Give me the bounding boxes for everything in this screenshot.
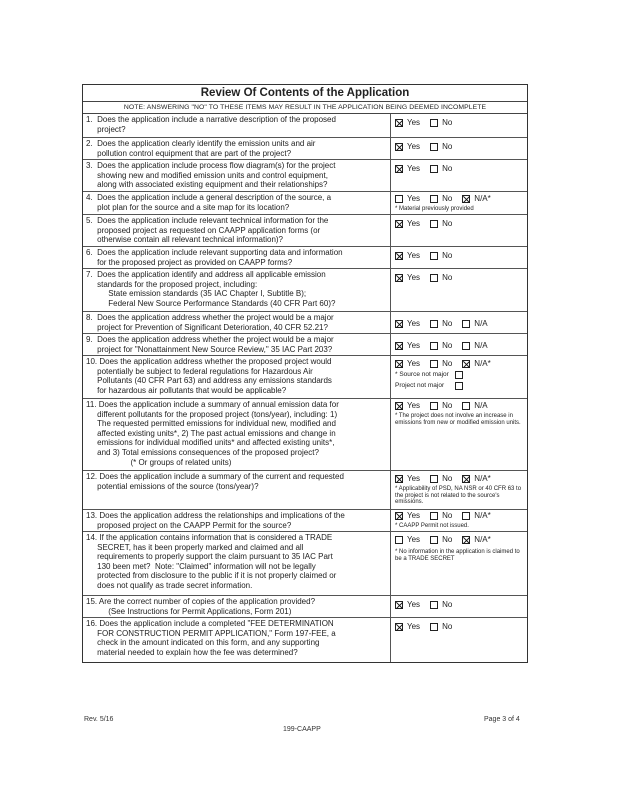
no-checkbox[interactable]: No [430, 359, 452, 369]
checked-box-icon [395, 252, 403, 260]
empty-box-icon [430, 475, 438, 483]
question-row-6 [83, 247, 527, 269]
question-row-15 [83, 596, 527, 618]
checked-box-icon [395, 601, 403, 609]
no-checkbox[interactable]: No [430, 600, 452, 610]
question-row-11 [83, 399, 527, 471]
checked-box-icon [395, 274, 403, 282]
empty-box-icon [430, 143, 438, 151]
checked-box-icon [395, 320, 403, 328]
question-text: 11. Does the application include a summary of annual emission data for different pollutants for the proposed project (tons/year), including: 1) The requested permitted emissions for individual new, modified and affected existing units*, 2) The past actual emissions and change in emissions for individual modified units* and affected existing units*, and 3) Total emissions consequences of the proposed project? (* Or groups of related units) [83, 399, 391, 470]
empty-box-icon [430, 119, 438, 127]
no-checkbox[interactable]: No [430, 319, 452, 329]
page-number: Page 3 of 4 [484, 716, 520, 723]
answer-cell [391, 510, 527, 531]
yes-checkbox[interactable]: Yes [395, 535, 420, 545]
question-text: 15. Are the correct number of copies of the application provided? (See Instructions for Permit Applications, Form 201) [83, 596, 391, 617]
no-checkbox[interactable]: No [430, 273, 452, 283]
yes-checkbox[interactable]: Yes [395, 164, 420, 174]
yes-checkbox[interactable]: Yes [395, 401, 420, 411]
empty-box-icon [430, 252, 438, 260]
no-checkbox[interactable]: No [430, 474, 452, 484]
na-checkbox[interactable]: N/A * [462, 194, 490, 204]
checked-box-icon [395, 623, 403, 631]
checked-box-icon [395, 342, 403, 350]
form-number: 199-CAAPP [283, 726, 321, 733]
question-row-2 [83, 138, 527, 160]
empty-box-icon [462, 342, 470, 350]
yes-checkbox[interactable]: Yes [395, 273, 420, 283]
empty-box-icon [430, 342, 438, 350]
checked-box-icon [462, 195, 470, 203]
answer-cell [391, 532, 527, 595]
empty-box-icon [455, 371, 463, 379]
no-checkbox[interactable]: No [430, 142, 452, 152]
yes-checkbox[interactable]: Yes [395, 600, 420, 610]
checked-box-icon [462, 536, 470, 544]
checked-box-icon [395, 119, 403, 127]
question-row-10 [83, 356, 527, 399]
empty-box-icon [430, 623, 438, 631]
question-text: 3. Does the application include process flow diagram(s) for the project showing new and modified emission units and control equipment, along with associated existing equipment and their relationships? [83, 160, 391, 191]
question-text: 12. Does the application include a summary of the current and requested potential emissions of the source (tons/year)? [83, 471, 391, 509]
yes-checkbox[interactable]: Yes [395, 251, 420, 261]
empty-box-icon [430, 512, 438, 520]
no-checkbox[interactable]: No [430, 341, 452, 351]
question-row-16 [83, 618, 527, 662]
answer-cell [391, 160, 527, 191]
question-text: 9. Does the application address whether the project would be a major project for "Nonattainment New Source Review," 35 IAC Part 203? [83, 334, 391, 355]
checked-box-icon [395, 220, 403, 228]
revision-label: Rev. 5/16 [84, 716, 114, 723]
empty-box-icon [430, 360, 438, 368]
empty-box-icon [430, 220, 438, 228]
question-row-1 [83, 114, 527, 138]
empty-box-icon [462, 320, 470, 328]
question-text: 14. If the application contains information that is considered a TRADE SECRET, has it been properly marked and claimed and all requirements to properly support the claim pursuant to 35 IAC Part 130 been met? Note: "Claimed" information will not be legally protected from disclosure to the public if it is not properly claimed or does not qualify as trade secret information. [83, 532, 391, 595]
yes-checkbox[interactable]: Yes [395, 194, 420, 204]
question-row-3 [83, 160, 527, 192]
answer-cell [391, 269, 527, 311]
answer-cell [391, 138, 527, 159]
empty-box-icon [455, 382, 463, 390]
question-text: 8. Does the application address whether the project would be a major project for Prevention of Significant Deterioration, 40 CFR 52.21? [83, 312, 391, 333]
no-checkbox[interactable]: No [430, 164, 452, 174]
answer-cell [391, 471, 527, 509]
empty-box-icon [430, 195, 438, 203]
checked-box-icon [395, 360, 403, 368]
question-row-7 [83, 269, 527, 312]
question-text: 1. Does the application include a narrative description of the proposed project? [83, 114, 391, 137]
yes-checkbox[interactable]: Yes [395, 474, 420, 484]
form-title: Review Of Contents of the Application [83, 85, 527, 102]
yes-checkbox[interactable]: Yes [395, 142, 420, 152]
no-checkbox[interactable]: No [430, 194, 452, 204]
yes-checkbox[interactable]: Yes [395, 118, 420, 128]
na-checkbox[interactable]: N/A * [462, 474, 490, 484]
answer-cell [391, 215, 527, 246]
question-text: 10. Does the application address whether the proposed project would potentially be subject to federal regulations for Hazardous Air Pollutants (40 CFR Part 63) and address any emissions standards for hazardous air pollutants that would be applicable? [83, 356, 391, 398]
question-row-5 [83, 215, 527, 247]
answer-cell [391, 114, 527, 137]
question-text: 4. Does the application include a general description of the source, a plot plan for the source and a site map for its location? [83, 192, 391, 214]
yes-checkbox[interactable]: Yes [395, 319, 420, 329]
no-checkbox[interactable]: No [430, 622, 452, 632]
no-checkbox[interactable]: No [430, 511, 452, 521]
answer-cell [391, 356, 527, 398]
yes-checkbox[interactable]: Yes [395, 511, 420, 521]
empty-box-icon [462, 512, 470, 520]
project-not-major-option[interactable]: Project not major [395, 381, 463, 391]
checked-box-icon [395, 512, 403, 520]
checked-box-icon [395, 402, 403, 410]
yes-checkbox[interactable]: Yes [395, 359, 420, 369]
checked-box-icon [462, 360, 470, 368]
yes-checkbox[interactable]: Yes [395, 341, 420, 351]
no-checkbox[interactable]: No [430, 401, 452, 411]
answer-note: * Material previously provided [395, 206, 474, 212]
empty-box-icon [395, 195, 403, 203]
answer-note: * The project does not involve an increase in emissions from new or modified emission units. [395, 413, 521, 426]
question-row-9 [83, 334, 527, 356]
answer-cell [391, 596, 527, 617]
checked-box-icon [395, 165, 403, 173]
no-checkbox[interactable]: No [430, 251, 452, 261]
no-checkbox[interactable]: No [430, 535, 452, 545]
question-text: 2. Does the application clearly identify the emission units and air pollution control equipment that are part of the project? [83, 138, 391, 159]
checked-box-icon [462, 475, 470, 483]
incomplete-warning-note: NOTE: ANSWERING "NO" TO THESE ITEMS MAY RESULT IN THE APPLICATION BEING DEEMED INCOMPLETE [83, 102, 527, 114]
question-row-4 [83, 192, 527, 215]
answer-note: * CAAPP Permit not issued. [395, 523, 469, 529]
na-checkbox[interactable]: N/A [462, 401, 487, 411]
empty-box-icon [430, 320, 438, 328]
checked-box-icon [395, 143, 403, 151]
question-text: 5. Does the application include relevant technical information for the proposed project as requested on CAAPP application forms (or otherwise contain all relevant technical information)? [83, 215, 391, 246]
empty-box-icon [462, 402, 470, 410]
empty-box-icon [430, 536, 438, 544]
na-checkbox[interactable]: N/A * [462, 359, 490, 369]
answer-cell [391, 192, 527, 214]
question-row-12 [83, 471, 527, 510]
yes-checkbox[interactable]: Yes [395, 622, 420, 632]
source-not-major-option[interactable]: * Source not major [395, 370, 463, 380]
na-checkbox[interactable]: N/A [462, 319, 487, 329]
question-row-14 [83, 532, 527, 596]
question-text: 6. Does the application include relevant supporting data and information for the proposed project as provided on CAAPP forms? [83, 247, 391, 268]
checked-box-icon [395, 475, 403, 483]
no-checkbox[interactable]: No [430, 118, 452, 128]
empty-box-icon [395, 536, 403, 544]
empty-box-icon [430, 165, 438, 173]
na-checkbox[interactable]: N/A * [462, 535, 490, 545]
answer-cell [391, 247, 527, 268]
answer-cell [391, 399, 527, 470]
answer-note: * Applicability of PSD, NA NSR or 40 CFR 63 to the project is not related to the source's emissions. [395, 486, 522, 505]
yes-checkbox[interactable]: Yes [395, 219, 420, 229]
answer-cell [391, 334, 527, 355]
no-checkbox[interactable]: No [430, 219, 452, 229]
empty-box-icon [430, 274, 438, 282]
answer-note: * No information in the application is claimed to be a TRADE SECRET [395, 549, 520, 562]
answer-cell [391, 618, 527, 662]
na-checkbox[interactable]: N/A * [462, 511, 490, 521]
na-checkbox[interactable]: N/A [462, 341, 487, 351]
question-row-13 [83, 510, 527, 532]
review-form [82, 84, 528, 663]
empty-box-icon [430, 402, 438, 410]
empty-box-icon [430, 601, 438, 609]
question-row-8 [83, 312, 527, 334]
question-text: 7. Does the application identify and address all applicable emission standards for the proposed project, including: State emission standards (35 IAC Chapter I, Subtitle B); Federal New Source Performance Standards (40 CFR Part 60)? [83, 269, 391, 311]
answer-cell [391, 312, 527, 333]
question-text: 13. Does the application address the relationships and implications of the proposed project on the CAAPP Permit for the source? [83, 510, 391, 531]
question-text: 16. Does the application include a completed "FEE DETERMINATION FOR CONSTRUCTION PERMIT APPLICATION," Form 197-FEE, a check in the amount indicated on this form, and any supporting material needed to explain how the fee was determined? [83, 618, 391, 662]
